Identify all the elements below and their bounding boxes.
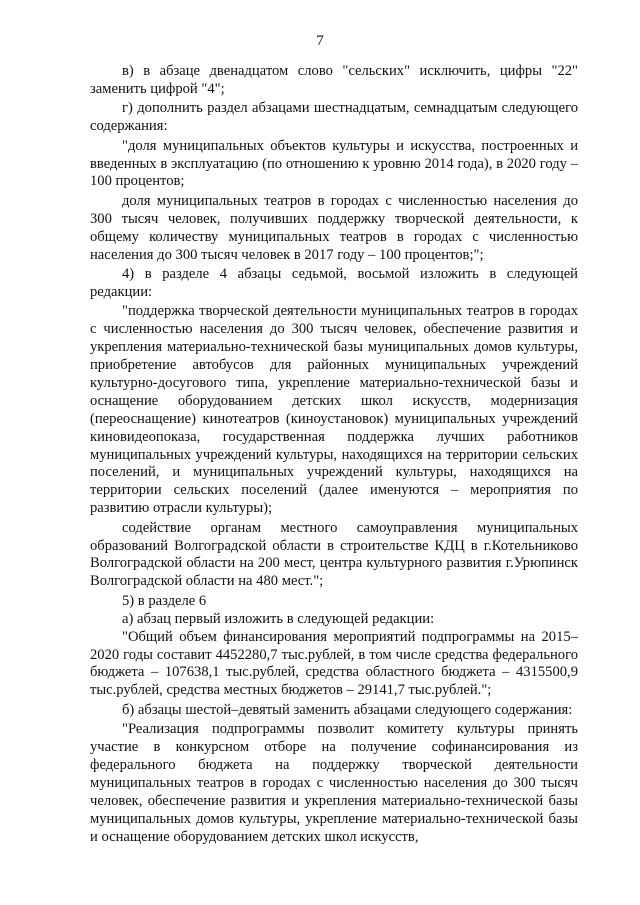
paragraph-quote-financing: "Общий объем финансирования мероприятий подпрограммы на 2015–2020 годы составит 4452280,7 тыс.рублей, в том числе средства федерального бюджета – 107638,1 тыс.рублей, средства областного бюджета – 4315500,9 тыс.рублей, средства местных бюджетов – 29141,7 тыс.рублей."; — [90, 628, 578, 699]
page-number: 7 — [316, 33, 324, 49]
paragraph-item-b: б) абзацы шестой–девятый заменить абзацами следующего содержания: — [122, 701, 573, 718]
paragraph-item-5: 5) в разделе 6 — [122, 592, 207, 609]
paragraph-item-v: в) в абзаце двенадцатом слово "сельских" исключить, цифры "22" заменить цифрой "4"; — [90, 63, 578, 97]
paragraph-quote-implementation: "Реализация подпрограммы позволит комитету культуры принять участие в конкурсном отборе на получение софинансирования из федерального бюджета на поддержку творческой деятельности муниципальных театров в городах с численностью населения до 300 тысяч человек, обеспечение развития и укрепления материально-технической базы муниципальных домов культуры, укрепление материально-технической базы и оснащение оборудованием детских школ искусств, — [90, 721, 578, 845]
paragraph-theatres-share: доля муниципальных театров в городах с численностью населения до 300 тысяч человек, получивших поддержку творческой деятельности, к общему количеству муниципальных театров в городах с численностью населения до 300 тысяч человек в 2017 году – 100 процентов;"; — [90, 192, 578, 263]
paragraph-quote-theatre-support: "поддержка творческой деятельности муниципальных театров в городах с численностью населения до 300 тысяч человек, обеспечение развития и укрепления материально-технической базы муниципальных домов культуры, приобретение автобусов для районных муниципальных учреждений культурно-досугового типа, укрепление материально-технической базы и оснащение оборудованием детских школ искусств, модернизация (переоснащение) кинотеатров (киноустановок) муниципальных учреждений киновидеопоказа, государственная поддержка лучших работников муниципальных учреждений культуры, находящихся на территории сельских поселений, и муниципальных учреждений культуры, находящихся на территории сельских поселений (далее именуются – мероприятия по развитию отрасли культуры); — [90, 303, 578, 517]
paragraph-item-g: г) дополнить раздел абзацами шестнадцатым, семнадцатым следующего содержания: — [90, 100, 578, 135]
paragraph-item-4: 4) в разделе 4 абзацы седьмой, восьмой изложить в следующей редакции: — [90, 265, 578, 300]
paragraph-quote-cultural-objects: "доля муниципальных объектов культуры и искусства, построенных и введенных в эксплуатацию (по отношению к уровню 2014 года), в 2020 году – 100 процентов; — [90, 137, 578, 190]
paragraph-item-a: а) абзац первый изложить в следующей редакции: — [122, 610, 435, 627]
paragraph-kdc-construction: содействие органам местного самоуправления муниципальных образований Волгоградской области в строительстве КДЦ в г.Котельниково Волгоградской области на 200 мест, центра культурного развития г.Урюпинск Волгоградской области на 480 мест."; — [90, 519, 578, 590]
document-body — [90, 63, 578, 848]
